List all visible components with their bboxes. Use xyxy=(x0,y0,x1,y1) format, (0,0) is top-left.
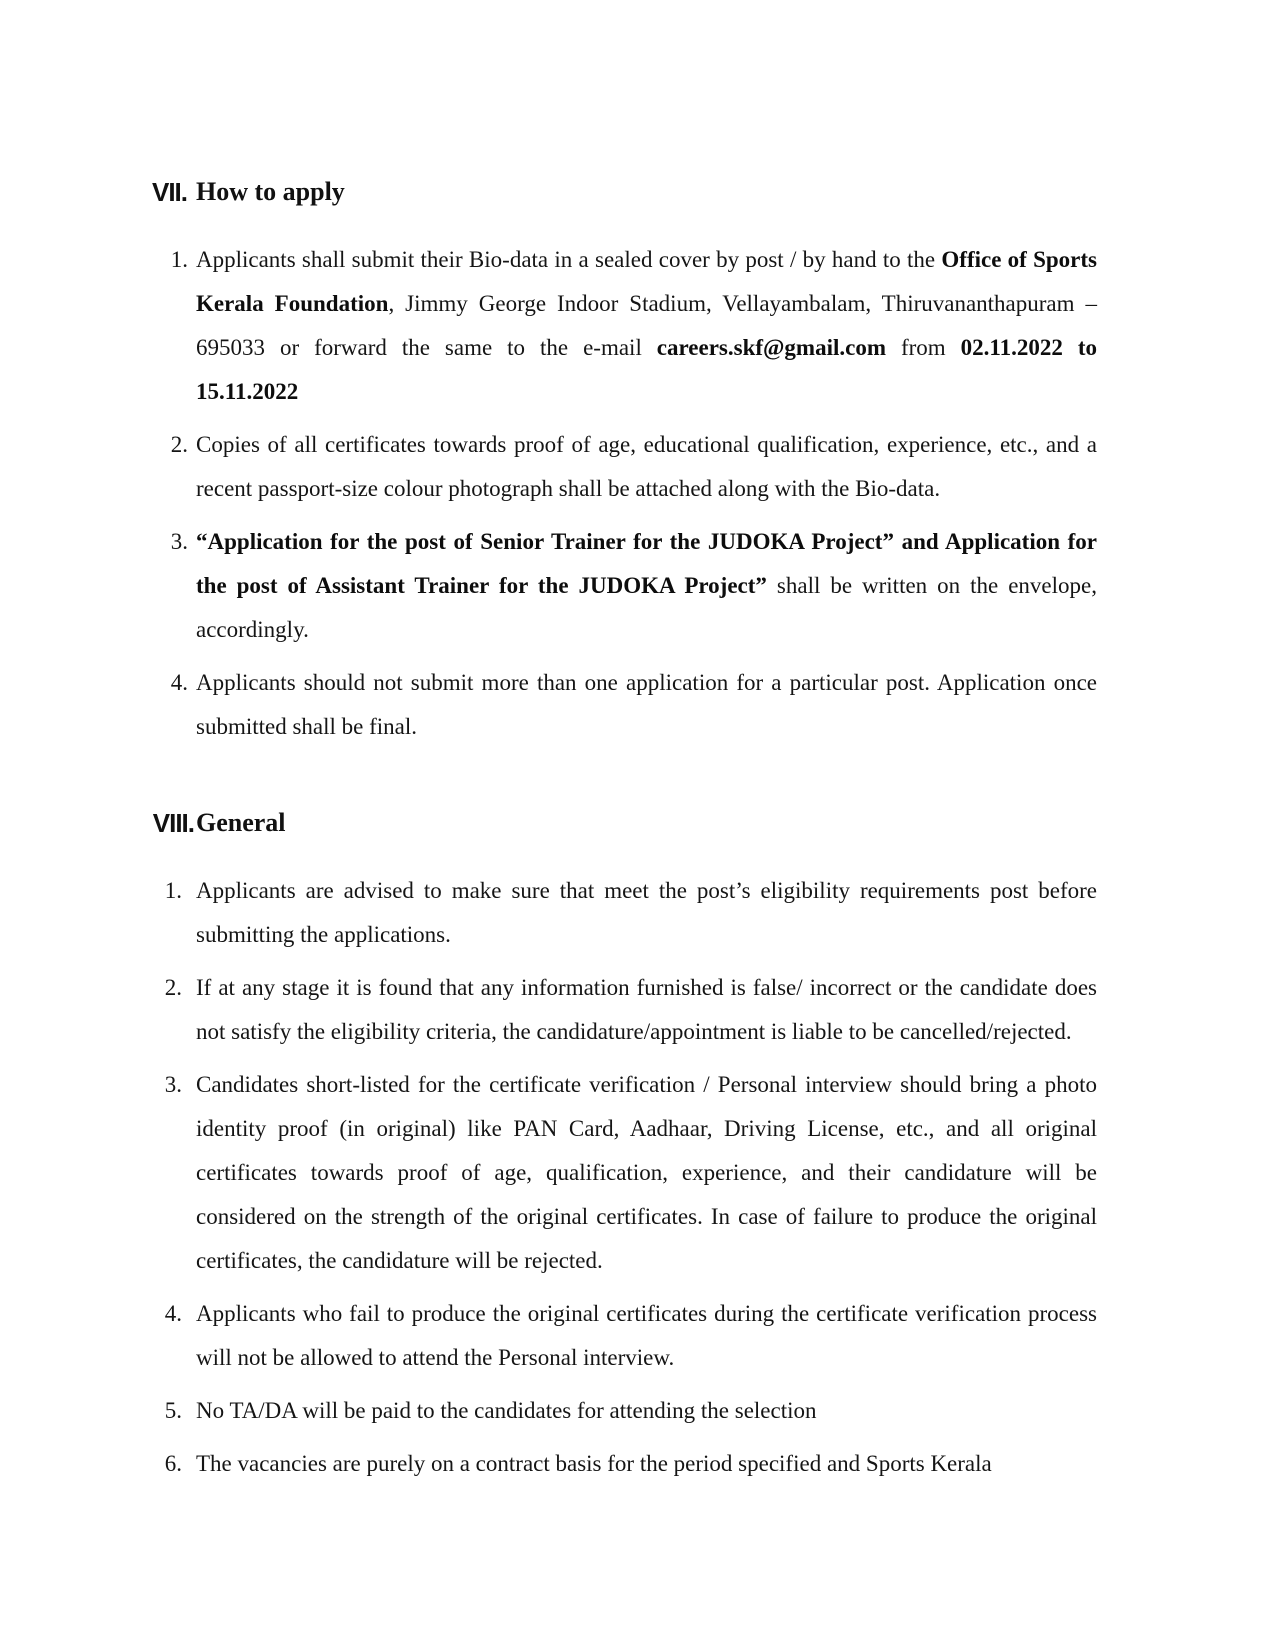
list-item-text: If at any stage it is found that any information furnished is false/ incorrect or the candidate does not satisfy the eligibility criteria, the candidature/appointment is liable to be cancelled/rejected. xyxy=(196,975,1097,1044)
list-item-text: “Application for the post of Senior Trainer for the JUDOKA Project” and Application for the post of Assistant Trainer for the JUDOKA Project” shall be written on the envelope, accordingly. xyxy=(196,529,1097,642)
list-item-text: Applicants shall submit their Bio-data in a sealed cover by post / by hand to the Office of Sports Kerala Foundation, Jimmy George Indoor Stadium, Vellayambalam, Thiruvananthapuram – 695033 or forward the same to the e-mail careers.skf@gmail.com from 02.11.2022 to 15.11.2022 xyxy=(196,247,1097,404)
section-number: VII. xyxy=(151,177,187,207)
list-item-number: 1. xyxy=(170,247,188,272)
list-item-number: 3. xyxy=(164,1072,182,1097)
section-heading xyxy=(151,176,1097,208)
section-general xyxy=(152,807,1097,1486)
list-item-text: The vacancies are purely on a contract basis for the period specified and Sports Kerala xyxy=(196,1451,992,1476)
list-item xyxy=(164,1063,1097,1283)
list-item-number: 5. xyxy=(164,1398,182,1423)
list-item xyxy=(164,869,1097,957)
list-item xyxy=(164,966,1097,1054)
list-item xyxy=(170,661,1097,749)
section-heading xyxy=(152,807,1097,839)
list-item-number: 1. xyxy=(164,878,182,903)
list-item-number: 4. xyxy=(164,1301,182,1326)
list-item-text: No TA/DA will be paid to the candidates for attending the selection xyxy=(196,1398,817,1423)
list-item-text: Applicants who fail to produce the original certificates during the certificate verification process will not be allowed to attend the Personal interview. xyxy=(196,1301,1097,1370)
list-item-number: 4. xyxy=(170,670,188,695)
list-item-text: Candidates short-listed for the certificate verification / Personal interview should bring a photo identity proof (in original) like PAN Card, Aadhaar, Driving License, etc., and all original certificates towards proof of age, qualification, experience, and their candidature will be considered on the strength of the original certificates. In case of failure to produce the original certificates, the candidature will be rejected. xyxy=(196,1072,1097,1273)
list-item xyxy=(170,238,1097,414)
list-item xyxy=(164,1389,1097,1433)
section-number: VIII. xyxy=(152,808,194,838)
list-item xyxy=(170,520,1097,652)
section-title: General xyxy=(196,808,286,837)
list-item xyxy=(170,423,1097,511)
list-item xyxy=(164,1292,1097,1380)
list-item xyxy=(164,1442,1097,1486)
list-item-text: Copies of all certificates towards proof of age, educational qualification, experience, etc., and a recent passport-size colour photograph shall be attached along with the Bio-data. xyxy=(196,432,1097,501)
section-title: How to apply xyxy=(196,177,345,206)
numbered-list xyxy=(170,238,1097,749)
list-item-number: 6. xyxy=(164,1451,182,1476)
list-item-text: Applicants are advised to make sure that meet the post’s eligibility requirements post before submitting the applications. xyxy=(196,878,1097,947)
list-item-number: 2. xyxy=(170,432,188,457)
list-item-number: 2. xyxy=(164,975,182,1000)
numbered-list xyxy=(164,869,1097,1486)
section-how-to-apply xyxy=(151,176,1097,749)
list-item-text: Applicants should not submit more than one application for a particular post. Application once submitted shall be final. xyxy=(196,670,1097,739)
list-item-number: 3. xyxy=(170,529,188,554)
